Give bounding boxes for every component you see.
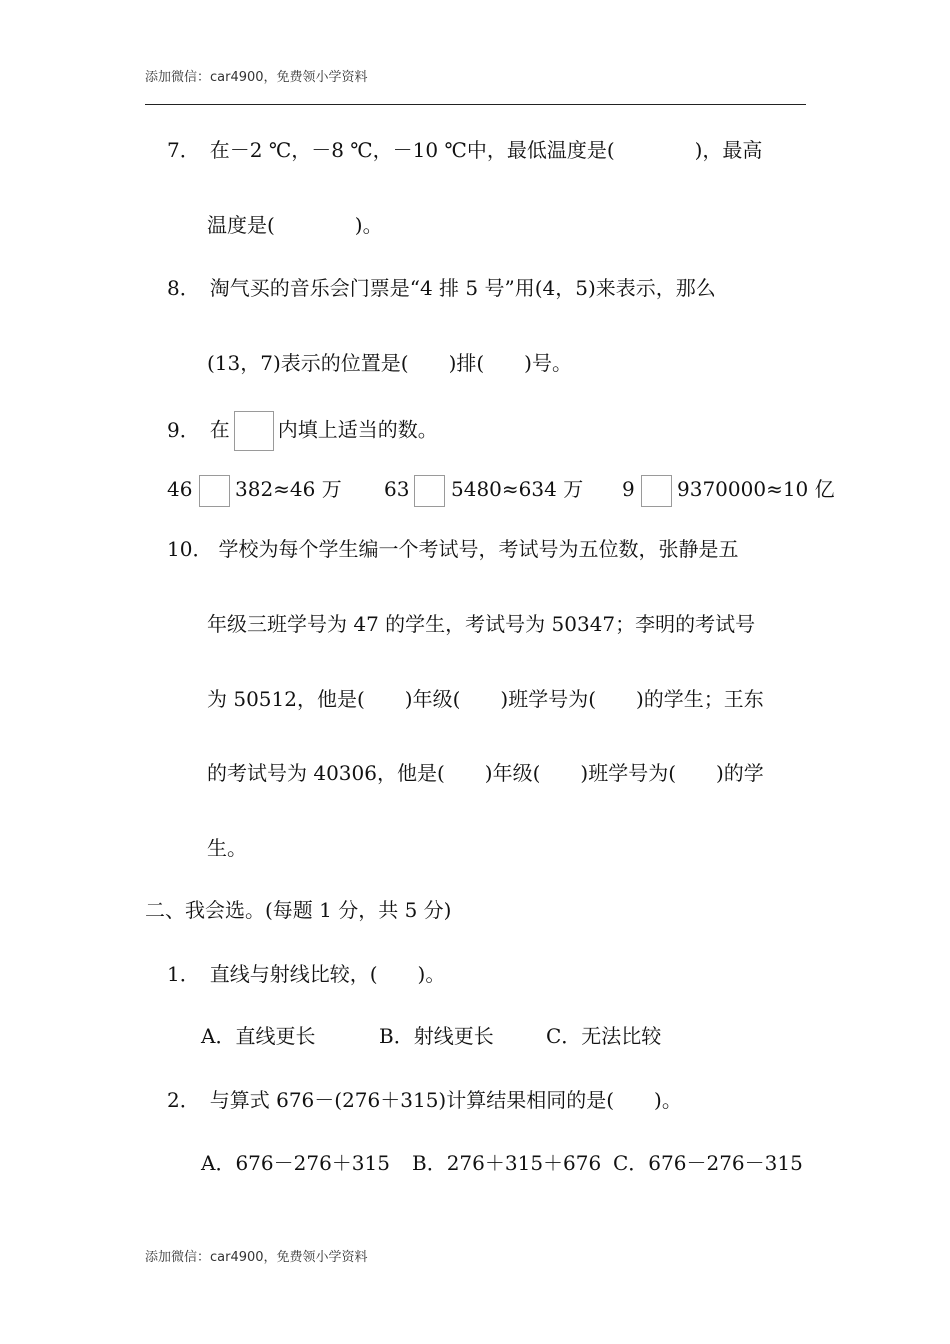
q10-line1 — [167, 535, 738, 563]
c1-option-b[interactable]: B．射线更长 — [379, 1024, 494, 1048]
c2-option-b[interactable]: B．276＋315＋676 — [412, 1151, 602, 1175]
q10-text-1: 学校为每个学生编一个考试号，考试号为五位数，张静是五 — [218, 537, 739, 561]
section2-title: 二、我会选。(每题 1 分，共 5 分) — [145, 898, 452, 922]
q9-item2-right: 5480≈634 万 — [451, 477, 584, 501]
q8-text-2: (13，7)表示的位置是( )排( )号。 — [207, 351, 572, 375]
header-divider — [145, 104, 806, 105]
c1-number: 1． — [167, 962, 200, 986]
q10-text-2: 年级三班学号为 47 的学生，考试号为 50347；李明的考试号 — [207, 612, 756, 636]
q9-pre: 在 — [209, 417, 230, 442]
q7-line1 — [167, 136, 762, 164]
c2-option-a[interactable]: A．676－276＋315 — [201, 1151, 390, 1175]
q9-item2-box[interactable] — [414, 475, 445, 507]
q7-number: 7． — [167, 138, 200, 162]
c2-option-c[interactable]: C．676－276－315 — [613, 1151, 803, 1175]
q10-text-3: 为 50512，他是( )年级( )班学号为( )的学生；王东 — [207, 687, 764, 711]
c1-option-a[interactable]: A．直线更长 — [201, 1024, 316, 1048]
c1-stem: 直线与射线比较，( )。 — [209, 962, 446, 986]
q10-text-4: 的考试号为 40306，他是( )年级( )班学号为( )的学 — [207, 761, 764, 785]
q10-text-5: 生。 — [207, 836, 247, 860]
q9-number: 9． — [167, 417, 200, 442]
q10-number: 10． — [167, 537, 213, 561]
q8-line1 — [167, 274, 716, 302]
c1-option-c[interactable]: C．无法比较 — [546, 1024, 662, 1048]
q8-text-1: 淘气买的音乐会门票是“4 排 5 号”用(4，5)来表示，那么 — [209, 276, 716, 300]
q9-answer-row — [167, 472, 835, 506]
c2-stem: 与算式 676－(276＋315)计算结果相同的是( )。 — [209, 1088, 682, 1112]
q7-text-1: 在－2 ℃，－8 ℃，－10 ℃中，最低温度是( )，最高 — [209, 138, 763, 162]
q8-number: 8． — [167, 276, 200, 300]
q9-item1-left: 46 — [167, 477, 193, 501]
q9-sample-box — [234, 411, 274, 451]
q9-item1-box[interactable] — [199, 475, 230, 507]
q9-item2-left: 63 — [384, 477, 410, 501]
q9-line1 — [167, 411, 438, 451]
c2-number: 2． — [167, 1088, 200, 1112]
q9-post: 内填上适当的数。 — [277, 417, 438, 442]
q7-text-2: 温度是( )。 — [207, 213, 383, 237]
q9-item3-left: 9 — [622, 477, 635, 501]
page-footer: 添加微信：car4900，免费领小学资料 — [145, 1250, 368, 1265]
page-header: 添加微信：car4900，免费领小学资料 — [145, 70, 368, 85]
q9-item3-right: 9370000≈10 亿 — [677, 477, 835, 501]
q9-item3-box[interactable] — [641, 475, 672, 507]
c2-line — [167, 1086, 682, 1114]
q9-item1-right: 382≈46 万 — [235, 477, 342, 501]
c1-line — [167, 960, 445, 988]
